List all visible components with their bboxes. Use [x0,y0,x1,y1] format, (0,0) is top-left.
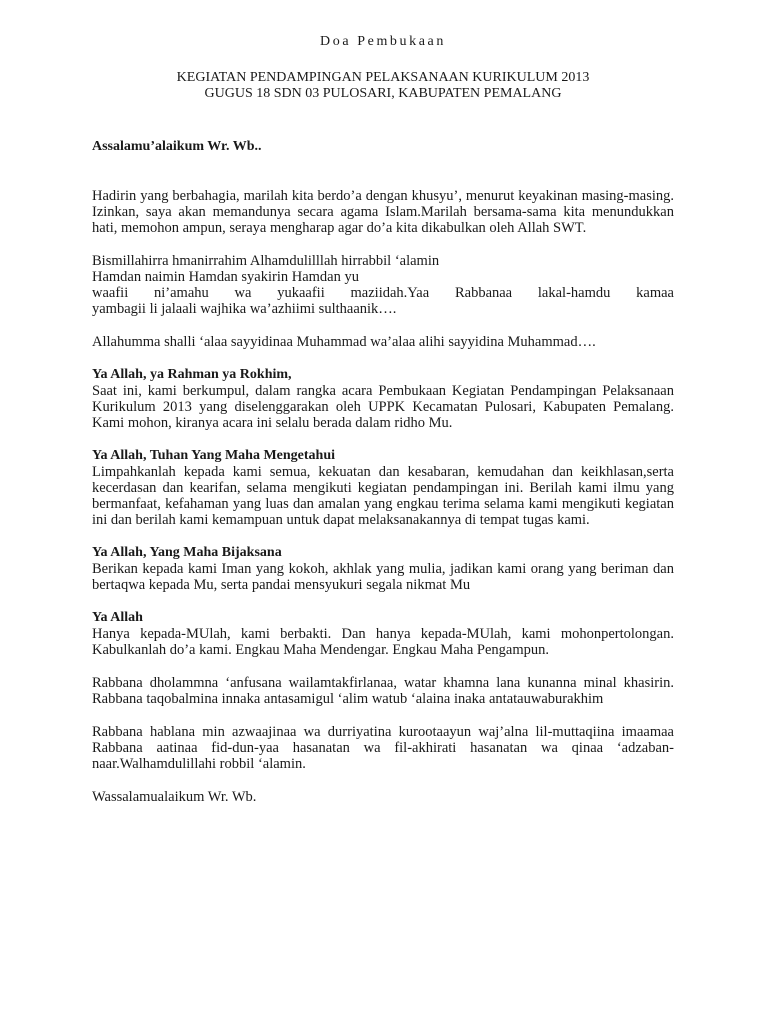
bismillah-line-1: Bismillahirra hmanirrahim Alhamdulilllah hirrabbil ‘alamin [92,253,440,269]
document-subtitle-line-2: GUGUS 18 SDN 03 PULOSARI, KABUPATEN PEMALANG [204,86,562,101]
heading-rahman-rokhim: Ya Allah, ya Rahman ya Rokhim, [92,367,292,382]
heading-maha-mengetahui: Ya Allah, Tuhan Yang Maha Mengetahui [92,448,335,463]
document-subtitle-line-1: KEGIATAN PENDAMPINGAN PELAKSANAAN KURIKULUM 2013 [176,70,590,85]
document-title: Doa Pembukaan [320,34,446,49]
paragraph-shalawat: Allahumma shalli ‘alaa sayyidinaa Muhammad wa’alaa alihi sayyidina Muhammad…. [92,334,596,350]
paragraph-devotion: Hanya kepada-MUlah, kami berbakti. Dan hanya kepada-MUlah, kami mohonpertolongan. Kabulkanlah do’a kami. Engkau Maha Mendengar. Engkau Maha Pengampun. [92,626,674,658]
bismillah-line-4: yambagii li jalaali wajhika wa’azhiimi sulthaanik…. [92,301,397,317]
bismillah-block [92,253,674,317]
paragraph-rabbana-2: Rabbana hablana min azwaajinaa wa durriyatina kurootaayun waj’alna lil-muttaqiina imaamaa Rabbana aatinaa fid-dun-yaa hasanatan wa fil-akhirati hasanatan wa qinaa ‘adzaban-naar.Walhamdulillahi robbil ‘alamin. [92,724,674,772]
heading-ya-allah: Ya Allah [92,610,143,625]
paragraph-strength: Limpahkanlah kepada kami semua, kekuatan dan kesabaran, kemudahan dan keikhlasan,serta kecerdasan dan kearifan, selama mengikuti kegiatan pendampingan ini. Berilah kami ilmu yang bermanfaat, kefahaman yang luas dan amalan yang engkau terima selama kami mengikuti kegiatan ini dan berilah kami kemampuan untuk dapat melaksanakannya di tempat tugas kami. [92,464,674,528]
paragraph-gathering: Saat ini, kami berkumpul, dalam rangka acara Pembukaan Kegiatan Pendampingan Pelaksanaan Kurikulum 2013 yang diselenggarakan oleh UPPK Kecamatan Pulosari, Kabupaten Pemalang. Kami mohon, kiranya acara ini selalu berada dalam ridho Mu. [92,383,674,431]
bismillah-line-3: waafii ni’amahu wa yukaafii maziidah.Yaa Rabbanaa lakal-hamdu kamaa [92,285,674,301]
paragraph-rabbana-1: Rabbana dholammna ‘anfusana wailamtakfirlanaa, watar khamna lana kunanna minal khasirin. Rabbana taqobalmina innaka antasamigul ‘alim watub ‘alaina inaka antatauwaburakhim [92,675,674,707]
opening-greeting: Assalamu’alaikum Wr. Wb.. [92,139,262,154]
closing-greeting: Wassalamualaikum Wr. Wb. [92,789,257,805]
bismillah-line-2: Hamdan naimin Hamdan syakirin Hamdan yu [92,269,359,285]
paragraph-faith: Berikan kepada kami Iman yang kokoh, akhlak yang mulia, jadikan kami orang yang beriman dan bertaqwa kepada Mu, serta pandai mensyukuri segala nikmat Mu [92,561,674,593]
paragraph-invitation: Hadirin yang berbahagia, marilah kita berdo’a dengan khusyu’, menurut keyakinan masing-masing. Izinkan, saya akan memandunya secara agama Islam.Marilah bersama-sama kita menundukkan hati, memohon ampun, seraya mengharap agar do’a kita dikabulkan oleh Allah SWT. [92,188,674,236]
heading-maha-bijaksana: Ya Allah, Yang Maha Bijaksana [92,545,282,560]
